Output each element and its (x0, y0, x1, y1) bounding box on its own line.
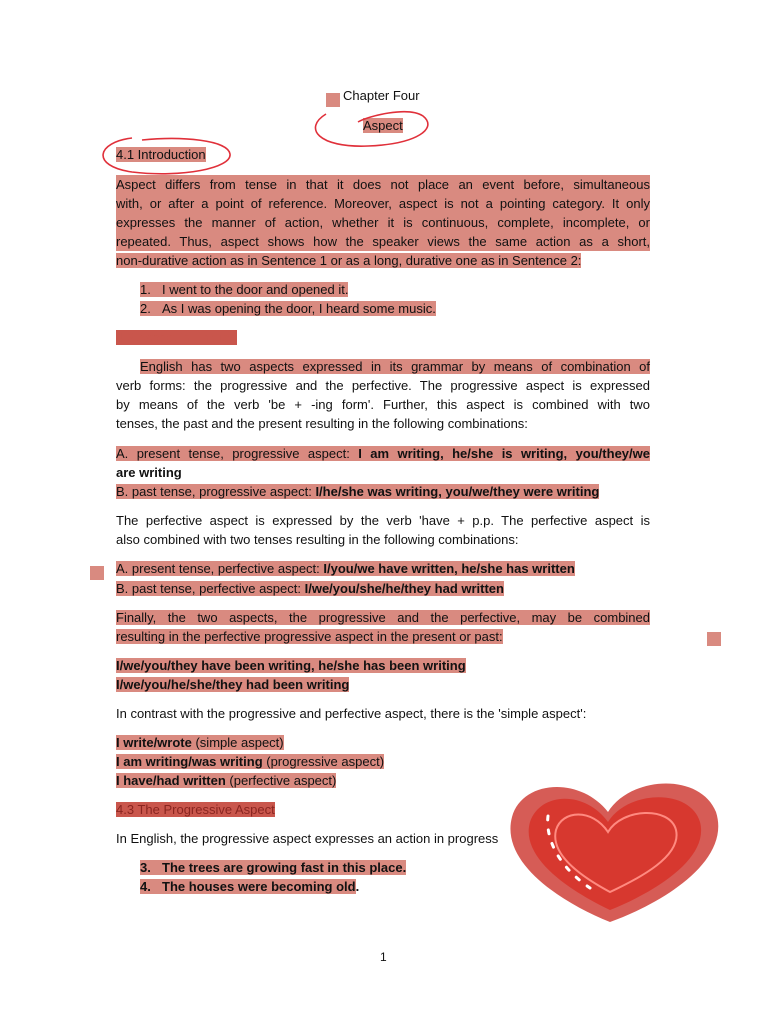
perfective-line-1: The perfective aspect is expressed by the verb 'have + p.p. The perfective aspect is (116, 513, 650, 528)
example-4: 4. The houses were becoming old. (140, 879, 360, 894)
example-1: 1. I went to the door and opened it. (140, 282, 349, 297)
finally-line-1: Finally, the two aspects, the progressive and the perfective, may be combined (116, 610, 650, 625)
progressive-a: A. present tense, progressive aspect: I am writing, he/she is writing, you/they/we (116, 446, 650, 461)
progressive-a-cont: are writing (116, 465, 182, 480)
perf-progressive-2: I/we/you/he/she/they had been writing (116, 677, 350, 692)
section-heading-2: 4.2 Aspect in English (116, 330, 237, 345)
example-2: 2. As I was opening the door, I heard some music. (140, 301, 436, 316)
simple-aspect-1: I write/wrote (simple aspect) (116, 735, 284, 750)
english-line-3: by means of the verb 'be + -ing form'. Further, this aspect is combined with two (116, 397, 650, 412)
english-line-2: verb forms: the progressive and the perfective. The progressive aspect is expressed (116, 378, 650, 393)
annotation-marker[interactable] (326, 93, 340, 107)
intro-line-2: with, or after a point of reference. Moreover, aspect is not a pointing category. It only (116, 196, 650, 211)
intro-line-3: expresses the manner of action, whether it is continuous, complete, incomplete, or (116, 215, 650, 230)
simple-aspect-3: I have/had written (perfective aspect) (116, 773, 337, 788)
contrast-line: In contrast with the progressive and perfective aspect, there is the 'simple aspect': (116, 706, 587, 721)
section-heading-1: 4.1 Introduction (116, 147, 206, 162)
section-heading-3: 4.3 The Progressive Aspect (116, 802, 275, 817)
example-3: 3. The trees are growing fast in this place. (140, 860, 407, 875)
english-line-1: English has two aspects expressed in its grammar by means of combination of (140, 359, 650, 374)
chapter-heading: Chapter Four (343, 88, 420, 103)
perf-progressive-1: I/we/you/they have been writing, he/she has been writing (116, 658, 466, 673)
simple-aspect-2: I am writing/was writing (progressive aspect) (116, 754, 385, 769)
page-number: 1 (380, 950, 387, 964)
intro-line-5: non-durative action as in Sentence 1 or as a long, durative one as in Sentence 2: (116, 253, 582, 268)
progressive-b: B. past tense, progressive aspect: I/he/she was writing, you/we/they were writing (116, 484, 600, 499)
heart-sticker[interactable] (500, 772, 726, 934)
chapter-title: Aspect (363, 118, 403, 133)
english-line-4: tenses, the past and the present resulting in the following combinations: (116, 416, 528, 431)
intro-line-1: Aspect differs from tense in that it does not place an event before, simultaneous (116, 177, 650, 192)
annotation-marker[interactable] (707, 632, 721, 646)
finally-line-2: resulting in the perfective progressive aspect in the present or past: (116, 629, 503, 644)
intro-line-4: repeated. Thus, aspect shows how the speaker views the same action as a short, (116, 234, 650, 249)
annotation-marker[interactable] (90, 566, 104, 580)
progressive-intro: In English, the progressive aspect expresses an action in progress (116, 831, 499, 846)
perfective-b: B. past tense, perfective aspect: I/we/you/she/he/they had written (116, 581, 504, 596)
perfective-a: A. present tense, perfective aspect: I/you/we have written, he/she has written (116, 561, 575, 576)
perfective-line-2: also combined with two tenses resulting in the following combinations: (116, 532, 519, 547)
